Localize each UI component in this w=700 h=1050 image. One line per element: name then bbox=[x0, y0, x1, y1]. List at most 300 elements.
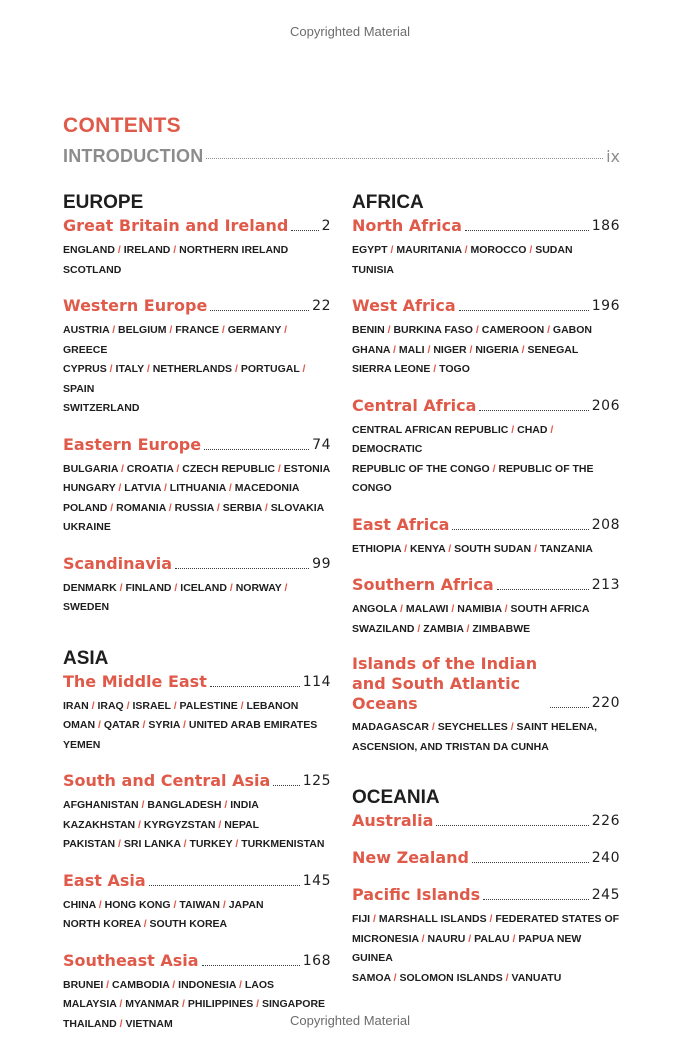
country-list-line bbox=[63, 241, 331, 261]
country-name: BENIN bbox=[352, 324, 385, 336]
slash-separator: / bbox=[118, 462, 127, 475]
dot-leader bbox=[472, 862, 589, 863]
slash-separator: / bbox=[275, 462, 284, 475]
slash-separator: / bbox=[107, 501, 117, 514]
country-list-line bbox=[63, 399, 331, 419]
slash-separator: / bbox=[95, 719, 104, 731]
country-name: EGYPT bbox=[352, 244, 388, 256]
entry-gap bbox=[352, 869, 620, 882]
country-name: ESTONIA bbox=[283, 462, 331, 475]
slash-separator: / bbox=[169, 978, 179, 991]
entry-gap bbox=[63, 755, 331, 768]
slash-separator: / bbox=[463, 622, 473, 635]
country-name: SERBIA bbox=[222, 501, 263, 514]
country-name: SWITZERLAND bbox=[63, 402, 140, 414]
entry-gap bbox=[63, 419, 331, 432]
slash-separator: / bbox=[226, 581, 236, 594]
country-name: CAMEROON bbox=[481, 324, 545, 336]
toc-entry-title: Southern Africa bbox=[352, 575, 494, 594]
toc-entry-title: The Middle East bbox=[63, 671, 207, 691]
slash-separator: / bbox=[448, 603, 458, 615]
country-name: FEDERATED STATES OF bbox=[495, 913, 620, 925]
slash-separator: / bbox=[109, 324, 119, 336]
slash-separator: / bbox=[508, 423, 518, 436]
dot-leader bbox=[210, 686, 300, 687]
country-name: REPUBLIC OF THE CONGO bbox=[352, 462, 594, 494]
toc-entry-page-number: 220 bbox=[591, 695, 620, 711]
country-name: SWAZILAND bbox=[352, 622, 415, 635]
country-list bbox=[63, 796, 331, 855]
toc-entry-title: Eastern Europe bbox=[63, 434, 202, 454]
slash-separator: / bbox=[507, 721, 517, 733]
country-list-line bbox=[63, 360, 331, 399]
region-heading-europe: EUROPE bbox=[63, 192, 144, 213]
country-name: OMAN bbox=[63, 719, 96, 731]
country-name: NAMIBIA bbox=[457, 603, 502, 615]
toc-entry-header bbox=[352, 574, 620, 596]
entry-gap bbox=[352, 559, 620, 572]
country-name: POLAND bbox=[63, 501, 108, 514]
dot-leader bbox=[149, 885, 300, 886]
dot-leader bbox=[483, 899, 589, 900]
slash-separator: / bbox=[370, 913, 379, 925]
country-name: AUSTRIA bbox=[63, 324, 110, 336]
toc-entry-header bbox=[352, 810, 620, 832]
country-list-line bbox=[352, 360, 620, 380]
toc-entry-page-number: 240 bbox=[591, 850, 620, 866]
country-name: PALESTINE bbox=[179, 699, 238, 712]
dot-leader bbox=[175, 568, 309, 569]
country-name: NIGERIA bbox=[475, 343, 519, 356]
toc-entry-islands-of-the-indian-and-south-atlantic-oceans[interactable] bbox=[352, 654, 620, 757]
slash-separator: / bbox=[526, 244, 536, 256]
country-name: SWEDEN bbox=[63, 601, 110, 613]
country-name: BURKINA FASO bbox=[393, 324, 473, 336]
toc-entry-page-number: 145 bbox=[302, 872, 331, 889]
country-name: ZAMBIA bbox=[423, 622, 464, 635]
copyright-notice-bottom: Copyrighted Material bbox=[290, 1013, 410, 1028]
country-list-line bbox=[63, 261, 331, 281]
country-name: CAMBODIA bbox=[112, 978, 170, 991]
country-list bbox=[352, 718, 620, 757]
dot-leader bbox=[497, 589, 589, 590]
slash-separator: / bbox=[232, 838, 242, 850]
toc-entry-title: Great Britain and Ireland bbox=[63, 216, 289, 235]
slash-separator: / bbox=[424, 343, 434, 356]
slash-separator: / bbox=[281, 581, 288, 594]
country-list-line bbox=[352, 930, 620, 969]
country-list-line bbox=[63, 816, 331, 836]
country-name: CYPRUS bbox=[63, 363, 107, 375]
country-name: ICELAND bbox=[180, 581, 227, 594]
toc-entry-header bbox=[63, 215, 331, 237]
country-name: FIJI bbox=[352, 913, 371, 925]
country-name: UNITED ARAB EMIRATES bbox=[188, 719, 318, 731]
dot-leader bbox=[479, 410, 588, 411]
country-list-line bbox=[352, 341, 620, 361]
slash-separator: / bbox=[509, 932, 519, 945]
right-column bbox=[352, 192, 620, 988]
country-name: SIERRA LEONE bbox=[352, 363, 431, 375]
country-name: PORTUGAL bbox=[240, 363, 300, 375]
introduction-label: INTRODUCTION bbox=[63, 146, 204, 166]
country-name: JAPAN bbox=[228, 898, 264, 911]
country-name: LATVIA bbox=[124, 482, 162, 494]
country-name: CENTRAL AFRICAN REPUBLIC bbox=[352, 423, 509, 436]
country-name: BRUNEI bbox=[63, 978, 104, 991]
toc-entry-header bbox=[352, 395, 620, 417]
country-list-line bbox=[352, 460, 620, 499]
slash-separator: / bbox=[461, 244, 471, 256]
slash-separator: / bbox=[161, 482, 170, 494]
country-name: INDIA bbox=[230, 799, 259, 811]
country-name: SUDAN bbox=[535, 244, 573, 256]
country-name: THAILAND bbox=[63, 1017, 117, 1030]
dot-leader bbox=[550, 707, 589, 708]
country-name: SOUTH AFRICA bbox=[510, 603, 590, 615]
country-name: LITHUANIA bbox=[169, 482, 226, 494]
slash-separator: / bbox=[170, 898, 180, 911]
slash-separator: / bbox=[218, 324, 228, 336]
toc-entry-header bbox=[63, 870, 331, 892]
slash-separator: / bbox=[179, 998, 188, 1010]
toc-entry-title: Pacific Islands bbox=[352, 885, 481, 904]
toc-entry-title: New Zealand bbox=[352, 848, 469, 867]
country-name: MADAGASCAR bbox=[352, 721, 429, 733]
toc-entry-north-africa[interactable] bbox=[352, 215, 620, 280]
toc-entry-title: Southeast Asia bbox=[63, 950, 199, 970]
country-list-line bbox=[63, 835, 331, 855]
country-list bbox=[352, 321, 620, 380]
toc-entry-title: East Asia bbox=[63, 870, 146, 890]
slash-separator: / bbox=[116, 581, 126, 594]
slash-separator: / bbox=[232, 363, 241, 375]
country-list bbox=[63, 697, 331, 756]
country-name: SCOTLAND bbox=[63, 263, 122, 276]
country-name: MYANMAR bbox=[125, 998, 180, 1010]
toc-entry-great-britain-and-ireland[interactable] bbox=[63, 215, 331, 280]
country-name: ITALY bbox=[115, 363, 144, 375]
country-list-line bbox=[352, 620, 620, 640]
country-list-line bbox=[352, 600, 620, 620]
toc-entry-title: East Africa bbox=[352, 514, 450, 534]
country-name: UKRAINE bbox=[63, 521, 111, 533]
slash-separator: / bbox=[253, 998, 263, 1010]
toc-entry-page-number: 114 bbox=[302, 673, 331, 690]
country-name: SAINT HELENA, bbox=[516, 721, 598, 733]
country-name: MARSHALL ISLANDS bbox=[378, 913, 487, 925]
country-list-line bbox=[352, 421, 620, 460]
toc-entry-east-asia[interactable] bbox=[63, 870, 331, 935]
country-name: HUNGARY bbox=[63, 482, 116, 494]
toc-entry-australia[interactable] bbox=[352, 810, 620, 832]
entry-gap bbox=[352, 832, 620, 845]
country-list bbox=[63, 321, 331, 419]
region-heading-africa: AFRICA bbox=[352, 192, 424, 213]
country-name: ZIMBABWE bbox=[472, 622, 531, 635]
country-list bbox=[63, 896, 331, 935]
country-name: GHANA bbox=[352, 343, 391, 356]
slash-separator: / bbox=[213, 501, 223, 514]
country-name: ENGLAND bbox=[63, 244, 115, 256]
toc-entry-header bbox=[63, 671, 331, 693]
country-list-line bbox=[352, 969, 620, 989]
toc-entry-east-africa[interactable] bbox=[352, 514, 620, 560]
country-name: MICRONESIA bbox=[352, 932, 419, 945]
slash-separator: / bbox=[103, 978, 113, 991]
toc-entry-scandinavia[interactable] bbox=[63, 553, 331, 618]
country-list-line bbox=[63, 915, 331, 935]
toc-entry-header bbox=[352, 847, 620, 869]
country-name: BELGIUM bbox=[118, 324, 167, 336]
toc-entry-southern-africa[interactable] bbox=[352, 574, 620, 639]
toc-entry-title: South and Central Asia bbox=[63, 771, 271, 790]
slash-separator: / bbox=[518, 343, 528, 356]
toc-entry-page-number: 125 bbox=[302, 773, 331, 789]
left-column bbox=[63, 192, 331, 1034]
country-name: DENMARK bbox=[63, 581, 117, 594]
toc-entry-western-europe[interactable] bbox=[63, 295, 331, 419]
slash-separator: / bbox=[299, 363, 306, 375]
toc-entry-page-number: 206 bbox=[591, 397, 620, 414]
slash-separator: / bbox=[165, 501, 175, 514]
slash-separator: / bbox=[489, 462, 499, 475]
introduction-entry[interactable] bbox=[63, 146, 620, 167]
section-gap bbox=[63, 618, 331, 648]
country-list-line bbox=[63, 460, 331, 480]
slash-separator: / bbox=[547, 423, 554, 436]
toc-entry-page-number: 168 bbox=[302, 952, 331, 969]
toc-entry-header bbox=[63, 770, 331, 792]
country-name: KYRGYZSTAN bbox=[143, 818, 216, 831]
country-name: MOROCCO bbox=[470, 244, 527, 256]
country-name: MALI bbox=[398, 343, 425, 356]
toc-entry-header bbox=[63, 434, 331, 456]
country-name: TURKMENISTAN bbox=[241, 838, 325, 850]
slash-separator: / bbox=[445, 542, 455, 555]
slash-separator: / bbox=[88, 699, 98, 712]
entry-gap bbox=[352, 499, 620, 512]
country-list-line bbox=[352, 738, 620, 758]
country-list-line bbox=[63, 697, 331, 717]
slash-separator: / bbox=[236, 978, 245, 991]
slash-separator: / bbox=[115, 838, 124, 850]
dot-leader bbox=[452, 529, 588, 530]
country-name: IRAQ bbox=[97, 699, 124, 712]
toc-entry-west-africa[interactable] bbox=[352, 295, 620, 380]
country-name: SENEGAL bbox=[527, 343, 579, 356]
country-list bbox=[352, 241, 620, 280]
toc-entry-title: Australia bbox=[352, 811, 434, 830]
slash-separator: / bbox=[116, 1017, 126, 1030]
toc-entry-header bbox=[63, 950, 331, 972]
country-name: INDONESIA bbox=[178, 978, 237, 991]
country-name: KENYA bbox=[409, 542, 446, 555]
dot-leader bbox=[202, 965, 300, 966]
country-name: TUNISIA bbox=[352, 263, 394, 276]
country-name: PAKISTAN bbox=[63, 838, 116, 850]
country-name: NETHERLANDS bbox=[152, 363, 233, 375]
slash-separator: / bbox=[221, 799, 231, 811]
country-name: NIGER bbox=[433, 343, 467, 356]
country-name: ROMANIA bbox=[116, 501, 166, 514]
country-name: NORTHERN IRELAND bbox=[179, 244, 289, 256]
country-name: RUSSIA bbox=[174, 501, 214, 514]
slash-separator: / bbox=[387, 244, 397, 256]
slash-separator: / bbox=[501, 603, 511, 615]
toc-entry-header bbox=[63, 553, 331, 575]
contents-title: CONTENTS bbox=[63, 114, 181, 137]
introduction-page: ix bbox=[606, 147, 620, 166]
country-name: HONG KONG bbox=[104, 898, 171, 911]
entry-gap bbox=[63, 855, 331, 868]
country-name: VANUATU bbox=[511, 971, 562, 984]
entry-gap bbox=[352, 380, 620, 393]
country-name: TURKEY bbox=[189, 838, 233, 850]
country-name: TOGO bbox=[439, 363, 470, 375]
slash-separator: / bbox=[502, 971, 512, 984]
country-name: PHILIPPINES bbox=[187, 998, 254, 1010]
country-list-line bbox=[352, 261, 620, 281]
country-list-line bbox=[352, 321, 620, 341]
slash-separator: / bbox=[544, 324, 553, 336]
country-name: ANGOLA bbox=[352, 603, 398, 615]
slash-separator: / bbox=[123, 699, 133, 712]
slash-separator: / bbox=[465, 932, 475, 945]
entry-gap bbox=[352, 280, 620, 293]
toc-entry-title: Western Europe bbox=[63, 296, 208, 315]
slash-separator: / bbox=[140, 918, 150, 930]
country-name: ISRAEL bbox=[132, 699, 171, 712]
slash-separator: / bbox=[237, 699, 247, 712]
country-name: NORTH KOREA bbox=[63, 918, 141, 930]
dot-leader bbox=[459, 310, 589, 311]
toc-entry-header bbox=[63, 295, 331, 317]
slash-separator: / bbox=[219, 898, 229, 911]
toc-entry-the-middle-east[interactable] bbox=[63, 671, 331, 756]
toc-entry-new-zealand[interactable] bbox=[352, 847, 620, 869]
dot-leader bbox=[210, 310, 309, 311]
slash-separator: / bbox=[173, 462, 183, 475]
toc-entry-page-number: 226 bbox=[591, 813, 620, 829]
country-name: SLOVAKIA bbox=[270, 501, 325, 514]
slash-separator: / bbox=[215, 818, 225, 831]
slash-separator: / bbox=[139, 719, 149, 731]
toc-entry-title: North Africa bbox=[352, 216, 462, 235]
section-gap bbox=[352, 757, 620, 787]
country-name: BULGARIA bbox=[63, 462, 119, 475]
country-name: PALAU bbox=[474, 932, 510, 945]
country-name: SEYCHELLES bbox=[437, 721, 508, 733]
toc-entry-page-number: 99 bbox=[312, 555, 331, 572]
entry-gap bbox=[63, 280, 331, 293]
country-name: TAIWAN bbox=[179, 898, 220, 911]
slash-separator: / bbox=[401, 542, 410, 555]
country-list-line bbox=[352, 540, 620, 560]
country-name: FRANCE bbox=[175, 324, 219, 336]
entry-gap bbox=[63, 935, 331, 948]
country-name: NORWAY bbox=[235, 581, 282, 594]
slash-separator: / bbox=[390, 343, 399, 356]
country-list bbox=[63, 241, 331, 280]
country-list-line bbox=[63, 321, 331, 360]
country-name: CHINA bbox=[63, 898, 96, 911]
region-heading-oceania: OCEANIA bbox=[352, 787, 440, 808]
country-list bbox=[352, 540, 620, 560]
country-list-line bbox=[63, 976, 331, 996]
country-name: SRI LANKA bbox=[123, 838, 181, 850]
country-name: CROATIA bbox=[126, 462, 174, 475]
toc-entry-header bbox=[352, 514, 620, 536]
country-name: YEMEN bbox=[63, 738, 101, 751]
dot-leader bbox=[204, 449, 309, 450]
country-list-line bbox=[63, 736, 331, 756]
dot-leader bbox=[206, 158, 603, 159]
slash-separator: / bbox=[429, 721, 438, 733]
slash-separator: / bbox=[180, 719, 189, 731]
slash-separator: / bbox=[166, 324, 176, 336]
dot-leader bbox=[273, 785, 299, 786]
toc-entry-page-number: 2 bbox=[321, 218, 331, 234]
country-name: AFGHANISTAN bbox=[63, 799, 139, 811]
country-name: SINGAPORE bbox=[262, 998, 326, 1010]
slash-separator: / bbox=[171, 581, 181, 594]
toc-entry-page-number: 74 bbox=[312, 436, 331, 453]
country-name: QATAR bbox=[103, 719, 140, 731]
country-list-line bbox=[63, 716, 331, 736]
toc-entry-page-number: 245 bbox=[591, 887, 620, 903]
toc-entry-page-number: 186 bbox=[591, 218, 620, 234]
country-name: IRAN bbox=[63, 699, 89, 712]
slash-separator: / bbox=[262, 501, 271, 514]
toc-entry-title: Central Africa bbox=[352, 395, 477, 415]
dot-leader bbox=[436, 825, 588, 826]
toc-entry-central-africa[interactable] bbox=[352, 395, 620, 499]
country-list bbox=[63, 579, 331, 618]
country-list bbox=[63, 460, 331, 538]
toc-entry-title: Scandinavia bbox=[63, 553, 173, 573]
country-name: MALAYSIA bbox=[63, 998, 117, 1010]
country-name: NAURU bbox=[427, 932, 466, 945]
slash-separator: / bbox=[472, 324, 482, 336]
toc-entry-title: West Africa bbox=[352, 296, 456, 315]
country-list-line bbox=[63, 479, 331, 499]
country-name: GERMANY bbox=[227, 324, 282, 336]
slash-separator: / bbox=[390, 971, 400, 984]
country-name: PAPUA NEW GUINEA bbox=[352, 932, 582, 964]
country-name: BANGLADESH bbox=[147, 799, 222, 811]
slash-separator: / bbox=[143, 363, 153, 375]
toc-entry-pacific-islands[interactable] bbox=[352, 884, 620, 988]
slash-separator: / bbox=[225, 482, 235, 494]
toc-entry-south-and-central-asia[interactable] bbox=[63, 770, 331, 855]
toc-entry-eastern-europe[interactable] bbox=[63, 434, 331, 538]
country-name: NEPAL bbox=[224, 818, 260, 831]
country-list-line bbox=[352, 241, 620, 261]
country-list-line bbox=[63, 518, 331, 538]
slash-separator: / bbox=[466, 343, 476, 356]
slash-separator: / bbox=[531, 542, 540, 555]
country-name: TANZANIA bbox=[539, 542, 593, 555]
slash-separator: / bbox=[418, 932, 428, 945]
country-name: LEBANON bbox=[246, 699, 299, 712]
slash-separator: / bbox=[384, 324, 394, 336]
country-list-line bbox=[63, 896, 331, 916]
country-name: SOUTH KOREA bbox=[149, 918, 228, 930]
country-name: MALAWI bbox=[405, 603, 449, 615]
country-name: ASCENSION, AND TRISTAN DA CUNHA bbox=[352, 740, 549, 753]
slash-separator: / bbox=[170, 699, 180, 712]
